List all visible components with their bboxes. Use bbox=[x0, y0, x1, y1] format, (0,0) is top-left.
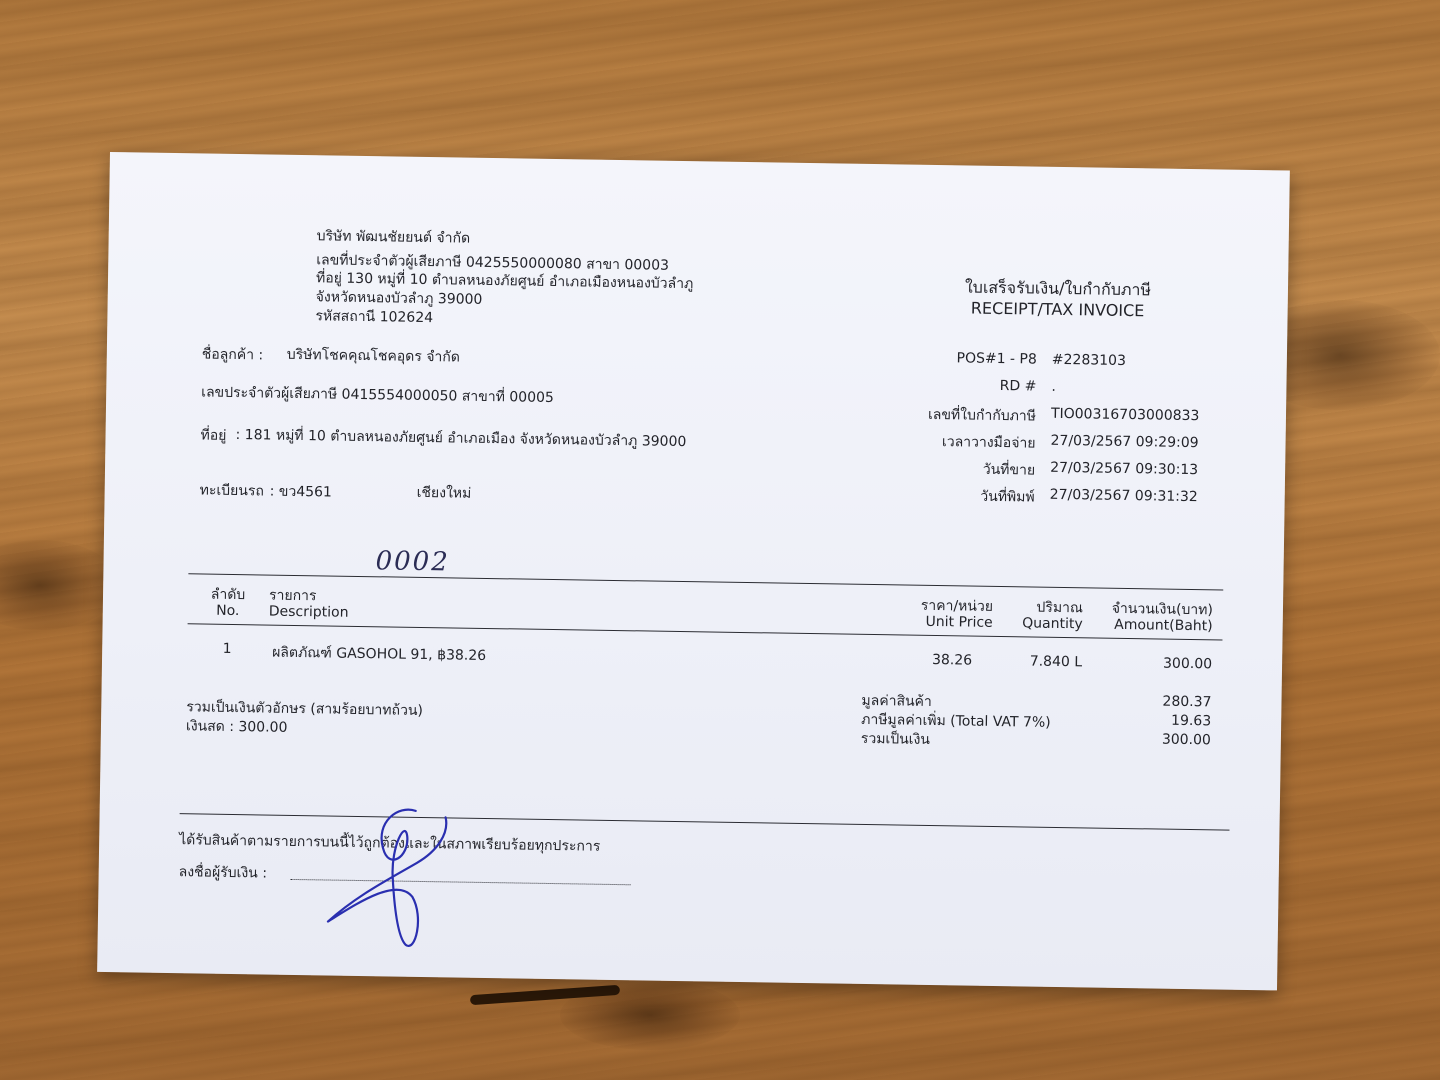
station-code: รหัสสถานี 102624 bbox=[315, 308, 434, 327]
print-date: 27/03/2567 09:31:32 bbox=[1049, 486, 1198, 506]
grand-total-label: รวมเป็นเงิน bbox=[860, 730, 931, 748]
tax-invoice-number: TIO00316703000833 bbox=[1050, 405, 1200, 425]
rd-value: . bbox=[1051, 378, 1057, 395]
pos-number: #2283103 bbox=[1051, 351, 1127, 369]
header-no-en: No. bbox=[216, 602, 240, 620]
amount-in-words: รวมเป็นเงินตัวอักษร (สามร้อยบาทถ้วน) bbox=[186, 699, 424, 719]
row-description: ผลิตภัณฑ์ GASOHOL 91, ฿38.26 bbox=[272, 644, 487, 664]
document-title-en: RECEIPT/TAX INVOICE bbox=[970, 298, 1145, 321]
header-no-th: ลำดับ bbox=[210, 586, 246, 604]
header-amount-th: จำนวนเงิน(บาท) bbox=[1111, 600, 1214, 619]
company-tax-id: เลขที่ประจำตัวผู้เสียภาษี 0425550000080 สาขา 00003 bbox=[316, 252, 670, 274]
vehicle-province: เชียงใหม่ bbox=[416, 484, 472, 502]
row-unit-price: 38.26 bbox=[931, 651, 973, 669]
company-address-1: ที่อยู่ 130 หมู่ที่ 10 ตำบลหนองภัยศูนย์ อำเภอเมืองหนองบัวลำภู bbox=[315, 270, 694, 293]
grand-total-value: 300.00 bbox=[1161, 731, 1212, 749]
vat-value: 19.63 bbox=[1170, 712, 1212, 730]
document-title-th: ใบเสร็จรับเงิน/ใบกำกับภาษี bbox=[964, 277, 1152, 300]
company-address-2: จังหวัดหนองบัวลำภู 39000 bbox=[315, 289, 483, 308]
sale-date-label: วันที่ขาย bbox=[982, 461, 1036, 479]
sale-date: 27/03/2567 09:30:13 bbox=[1050, 459, 1199, 479]
row-no: 1 bbox=[222, 640, 232, 657]
subtotal-label: มูลค่าสินค้า bbox=[861, 692, 932, 710]
customer-name: บริษัทโชคคุณโชคอุดร จำกัด bbox=[286, 346, 461, 366]
signature-scribble bbox=[315, 795, 487, 958]
tax-invoice-label: เลขที่ใบกำกับภาษี bbox=[927, 406, 1037, 425]
row-amount: 300.00 bbox=[1162, 655, 1213, 673]
nozzle-time: 27/03/2567 09:29:09 bbox=[1050, 432, 1199, 452]
customer-address: : 181 หมู่ที่ 10 ตำบลหนองภัยศูนย์ อำเภอเมือง จังหวัดหนองบัวลำภู 39000 bbox=[235, 427, 687, 451]
rd-label: RD # bbox=[999, 378, 1037, 395]
header-price-th: ราคา/หน่วย bbox=[920, 597, 994, 615]
pos-label: POS#1 - P8 bbox=[956, 350, 1037, 368]
customer-address-label: ที่อยู่ bbox=[200, 427, 227, 444]
signature-label: ลงชื่อผู้รับเงิน : bbox=[178, 864, 268, 882]
subtotal-value: 280.37 bbox=[1162, 693, 1212, 711]
customer-tax-id: เลขประจำตัวผู้เสียภาษี 0415554000050 สาขาที่ 00005 bbox=[201, 384, 555, 407]
header-qty-en: Quantity bbox=[1022, 615, 1083, 633]
receipt-statement: ได้รับสินค้าตามรายการบนนี้ไว้ถูกต้องและในสภาพเรียบร้อยทุกประการ bbox=[179, 832, 601, 855]
customer-name-label: ชื่อลูกค้า : bbox=[201, 346, 264, 364]
nozzle-time-label: เวลาวางมือจ่าย bbox=[941, 434, 1036, 452]
header-qty-th: ปริมาณ bbox=[1036, 599, 1084, 617]
vehicle-plate: : ขว4561 bbox=[269, 483, 333, 501]
header-amount-en: Amount(Baht) bbox=[1114, 616, 1213, 635]
print-date-label: วันที่พิมพ์ bbox=[980, 488, 1035, 506]
row-quantity: 7.840 L bbox=[1029, 653, 1083, 671]
table-top-rule bbox=[188, 573, 1223, 590]
header-desc-en: Description bbox=[268, 603, 349, 621]
receipt-paper bbox=[97, 152, 1290, 990]
handwritten-note: 0002 bbox=[375, 546, 451, 578]
vat-label: ภาษีมูลค่าเพิ่ม (Total VAT 7%) bbox=[861, 711, 1051, 731]
header-desc-th: รายการ bbox=[268, 587, 317, 605]
cash-amount: เงินสด : 300.00 bbox=[185, 718, 288, 736]
company-name: บริษัท พัฒนชัยยนต์ จำกัด bbox=[316, 228, 471, 247]
vehicle-plate-label: ทะเบียนรถ bbox=[199, 482, 265, 500]
header-price-en: Unit Price bbox=[925, 613, 993, 631]
